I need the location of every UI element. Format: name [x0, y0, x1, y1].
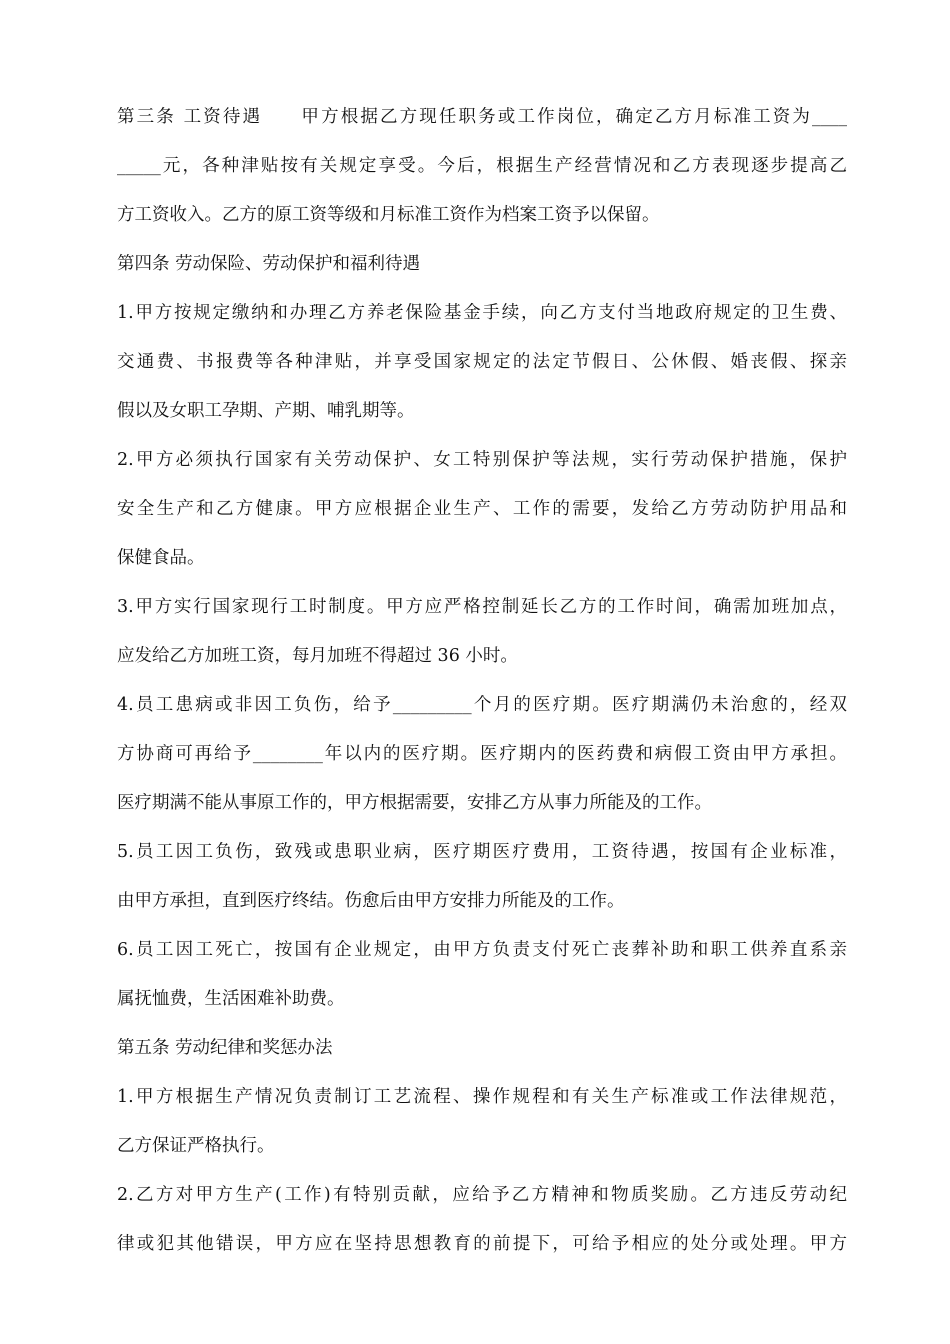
text-line: _____元，各种津贴按有关规定享受。今后，根据生产经营情况和乙方表现逐步提高乙	[117, 156, 847, 176]
contract-page	[117, 93, 847, 1269]
text-line: 律或犯其他错误，甲方应在坚持思想教育的前提下，可给予相应的处分或处理。甲方	[117, 1234, 847, 1254]
text-line: 6.员工因工死亡，按国有企业规定，由甲方负责支付死亡丧葬补助和职工供养直系亲	[117, 940, 847, 960]
text-line: 属抚恤费，生活困难补助费。	[117, 989, 345, 1009]
section-heading: 第四条 劳动保险、劳动保护和福利待遇	[117, 254, 421, 274]
text-line: 应发给乙方加班工资，每月加班不得超过 36 小时。	[117, 646, 518, 666]
text-line: 由甲方承担，直到医疗终结。伤愈后由甲方安排力所能及的工作。	[117, 891, 625, 911]
text-line: 交通费、书报费等各种津贴，并享受国家规定的法定节假日、公休假、婚丧假、探亲	[117, 352, 847, 372]
text-line: 安全生产和乙方健康。甲方应根据企业生产、工作的需要，发给乙方劳动防护用品和	[117, 499, 847, 519]
text-line: 方协商可再给予________年以内的医疗期。医疗期内的医药费和病假工资由甲方承担。	[117, 744, 847, 764]
text-line: 1.甲方根据生产情况负责制订工艺流程、操作规程和有关生产标准或工作法律规范，	[117, 1087, 847, 1107]
text-line: 医疗期满不能从事原工作的，甲方根据需要，安排乙方从事力所能及的工作。	[117, 793, 712, 813]
text-line: 5.员工因工负伤，致残或患职业病，医疗期医疗费用，工资待遇，按国有企业标准，	[117, 842, 847, 862]
text-line: 假以及女职工孕期、产期、哺乳期等。	[117, 401, 415, 421]
text-line: 4.员工患病或非因工负伤，给予_________个月的医疗期。医疗期满仍未治愈的，经双	[117, 695, 847, 715]
text-line: 第三条 工资待遇 甲方根据乙方现任职务或工作岗位，确定乙方月标准工资为____	[117, 107, 847, 127]
text-line: 2.甲方必须执行国家有关劳动保护、女工特别保护等法规，实行劳动保护措施，保护	[117, 450, 847, 470]
text-line: 方工资收入。乙方的原工资等级和月标准工资作为档案工资予以保留。	[117, 205, 660, 225]
text-line: 保健食品。	[117, 548, 205, 568]
text-line: 3.甲方实行国家现行工时制度。甲方应严格控制延长乙方的工作时间，确需加班加点，	[117, 597, 847, 617]
section-heading: 第五条 劳动纪律和奖惩办法	[117, 1038, 333, 1058]
text-line: 1.甲方按规定缴纳和办理乙方养老保险基金手续，向乙方支付当地政府规定的卫生费、	[117, 303, 847, 323]
text-line: 乙方保证严格执行。	[117, 1136, 275, 1156]
text-line: 2.乙方对甲方生产(工作)有特别贡献，应给予乙方精神和物质奖励。乙方违反劳动纪	[117, 1185, 847, 1205]
